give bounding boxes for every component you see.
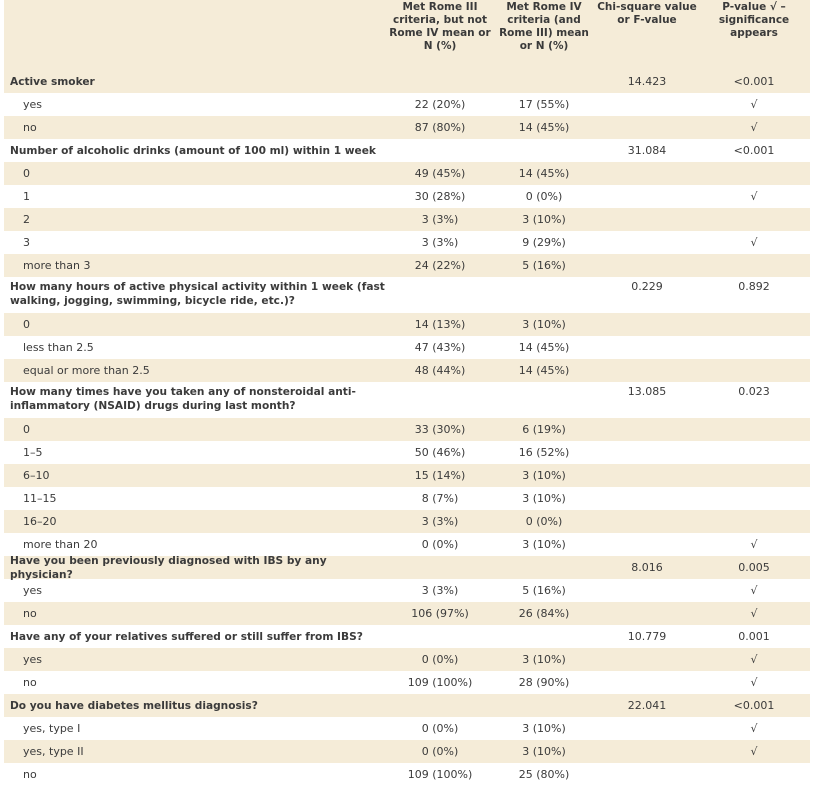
- rome4-value: 17 (55%): [518, 98, 570, 111]
- p-value: √: [750, 584, 758, 597]
- p-value: 0.001: [738, 630, 770, 643]
- rome3-value: 47 (43%): [414, 341, 466, 354]
- p-value: <0.001: [733, 699, 775, 712]
- row-label: How many times have you taken any of nonsteroidal anti-inflammatory (NSAID) drugs during last month?: [10, 386, 356, 412]
- answer-row: [4, 487, 810, 510]
- row-label: no: [23, 121, 37, 134]
- rome3-value: 109 (100%): [407, 768, 473, 781]
- rome3-value: 109 (100%): [407, 676, 473, 689]
- row-label: yes, type II: [23, 745, 84, 758]
- row-label: no: [23, 768, 37, 781]
- rome4-value: 3 (10%): [522, 469, 566, 482]
- rome3-value: 15 (14%): [414, 469, 466, 482]
- chi-square-value: 8.016: [631, 561, 663, 574]
- row-label: Have any of your relatives suffered or still suffer from IBS?: [10, 630, 363, 643]
- rome3-value: 50 (46%): [414, 446, 466, 459]
- row-label: yes, type I: [23, 722, 81, 735]
- chi-square-value: 10.779: [627, 630, 667, 643]
- question-row: [4, 382, 810, 418]
- answer-row: [4, 162, 810, 185]
- rome3-value: 3 (3%): [421, 515, 459, 528]
- row-label: no: [23, 676, 37, 689]
- answer-row: [4, 418, 810, 441]
- answer-row: [4, 763, 810, 786]
- p-value: √: [750, 653, 758, 666]
- rome4-value: 3 (10%): [522, 653, 566, 666]
- header-p-value: P-value √ – significance appears: [718, 1, 790, 39]
- rome3-value: 22 (20%): [414, 98, 466, 111]
- row-label: Do you have diabetes mellitus diagnosis?: [10, 699, 258, 712]
- p-value: √: [750, 538, 758, 551]
- p-value: √: [750, 722, 758, 735]
- rome3-value: 106 (97%): [411, 607, 469, 620]
- row-label: 16–20: [23, 515, 57, 528]
- rome3-value: [388, 277, 492, 280]
- row-label: Active smoker: [10, 75, 95, 88]
- answer-row: [4, 359, 810, 382]
- answer-row: [4, 185, 810, 208]
- rome3-value: 48 (44%): [414, 364, 466, 377]
- rome3-value: 30 (28%): [414, 190, 466, 203]
- chi-square-value: 22.041: [627, 699, 667, 712]
- chi-square-value: 13.085: [627, 385, 667, 398]
- rome3-value: 87 (80%): [414, 121, 466, 134]
- p-value: √: [750, 98, 758, 111]
- row-label: 11–15: [23, 492, 57, 505]
- answer-row: [4, 231, 810, 254]
- p-value: <0.001: [733, 75, 775, 88]
- chi-square-value: 0.229: [631, 280, 663, 293]
- row-label: less than 2.5: [23, 341, 94, 354]
- question-row: [4, 70, 810, 93]
- answer-row: [4, 464, 810, 487]
- rome4-value: [492, 382, 596, 385]
- answer-row: [4, 208, 810, 231]
- rome4-value: 14 (45%): [518, 167, 570, 180]
- rome4-value: 5 (16%): [522, 584, 566, 597]
- p-value: √: [750, 676, 758, 689]
- rome4-value: 14 (45%): [518, 121, 570, 134]
- rome4-value: 14 (45%): [518, 364, 570, 377]
- question-row: [4, 625, 810, 648]
- rome4-value: 16 (52%): [518, 446, 570, 459]
- rome4-value: [492, 277, 596, 280]
- chi-square-value: 31.084: [627, 144, 667, 157]
- answer-row: [4, 602, 810, 625]
- question-row: [4, 556, 810, 579]
- row-label: Have you been previously diagnosed with IBS by any physician?: [10, 554, 327, 581]
- rome4-value: 28 (90%): [518, 676, 570, 689]
- row-label: 0: [23, 423, 30, 436]
- row-label: no: [23, 607, 37, 620]
- header-empty-cell: [4, 0, 388, 70]
- rome3-value: 0 (0%): [421, 722, 459, 735]
- row-label: yes: [23, 653, 43, 666]
- rome3-value: 14 (13%): [414, 318, 466, 331]
- answer-row: [4, 579, 810, 602]
- p-value: 0.005: [738, 561, 770, 574]
- results-table: [4, 0, 810, 786]
- rome4-value: 6 (19%): [522, 423, 566, 436]
- row-label: 3: [23, 236, 30, 249]
- row-label: more than 3: [23, 259, 91, 272]
- answer-row: [4, 510, 810, 533]
- answer-row: [4, 648, 810, 671]
- table-body: [4, 70, 810, 786]
- p-value: 0.023: [738, 385, 770, 398]
- rome3-value: 0 (0%): [421, 538, 459, 551]
- rome4-value: 3 (10%): [522, 318, 566, 331]
- p-value: √: [750, 236, 758, 249]
- rome4-value: 25 (80%): [518, 768, 570, 781]
- rome4-value: 3 (10%): [522, 722, 566, 735]
- rome3-value: 3 (3%): [421, 236, 459, 249]
- answer-row: [4, 313, 810, 336]
- rome4-value: 3 (10%): [522, 538, 566, 551]
- row-label: equal or more than 2.5: [23, 364, 150, 377]
- rome4-value: 14 (45%): [518, 341, 570, 354]
- header-chi-square: Chi-square value or F-value: [597, 1, 697, 26]
- p-value: <0.001: [733, 144, 775, 157]
- row-label: 6–10: [23, 469, 50, 482]
- answer-row: [4, 336, 810, 359]
- answer-row: [4, 93, 810, 116]
- p-value: √: [750, 121, 758, 134]
- rome4-value: 5 (16%): [522, 259, 566, 272]
- rome4-value: 26 (84%): [518, 607, 570, 620]
- row-label: 1: [23, 190, 30, 203]
- answer-row: [4, 740, 810, 763]
- row-label: 1–5: [23, 446, 43, 459]
- header-rome4: Met Rome IV criteria (and Rome III) mean or N (%): [499, 1, 589, 52]
- row-label: yes: [23, 584, 43, 597]
- table-header: [4, 0, 810, 70]
- row-label: 0: [23, 318, 30, 331]
- rome3-value: 8 (7%): [421, 492, 459, 505]
- row-label: yes: [23, 98, 43, 111]
- rome3-value: 0 (0%): [421, 653, 459, 666]
- answer-row: [4, 441, 810, 464]
- question-row: [4, 694, 810, 717]
- header-rome3: Met Rome III criteria, but not Rome IV mean or N (%): [389, 1, 491, 52]
- rome4-value: 3 (10%): [522, 213, 566, 226]
- p-value: √: [750, 607, 758, 620]
- row-label: 2: [23, 213, 30, 226]
- question-row: [4, 139, 810, 162]
- chi-square-value: 14.423: [627, 75, 667, 88]
- p-value: √: [750, 190, 758, 203]
- answer-row: [4, 254, 810, 277]
- rome4-value: 9 (29%): [522, 236, 566, 249]
- rome3-value: 24 (22%): [414, 259, 466, 272]
- answer-row: [4, 116, 810, 139]
- rome4-value: 3 (10%): [522, 745, 566, 758]
- answer-row: [4, 671, 810, 694]
- row-label: Number of alcoholic drinks (amount of 100 ml) within 1 week: [10, 144, 376, 157]
- row-label: more than 20: [23, 538, 98, 551]
- rome3-value: 3 (3%): [421, 213, 459, 226]
- row-label: How many hours of active physical activity within 1 week (fast walking, jogging, swimming, bicycle ride, etc.)?: [10, 281, 385, 307]
- rome4-value: 0 (0%): [525, 515, 563, 528]
- p-value: √: [750, 745, 758, 758]
- rome4-value: 0 (0%): [525, 190, 563, 203]
- rome3-value: 0 (0%): [421, 745, 459, 758]
- p-value: 0.892: [738, 280, 770, 293]
- rome3-value: [388, 382, 492, 385]
- rome3-value: 49 (45%): [414, 167, 466, 180]
- rome3-value: 3 (3%): [421, 584, 459, 597]
- rome4-value: 3 (10%): [522, 492, 566, 505]
- answer-row: [4, 717, 810, 740]
- question-row: [4, 277, 810, 313]
- row-label: 0: [23, 167, 30, 180]
- rome3-value: 33 (30%): [414, 423, 466, 436]
